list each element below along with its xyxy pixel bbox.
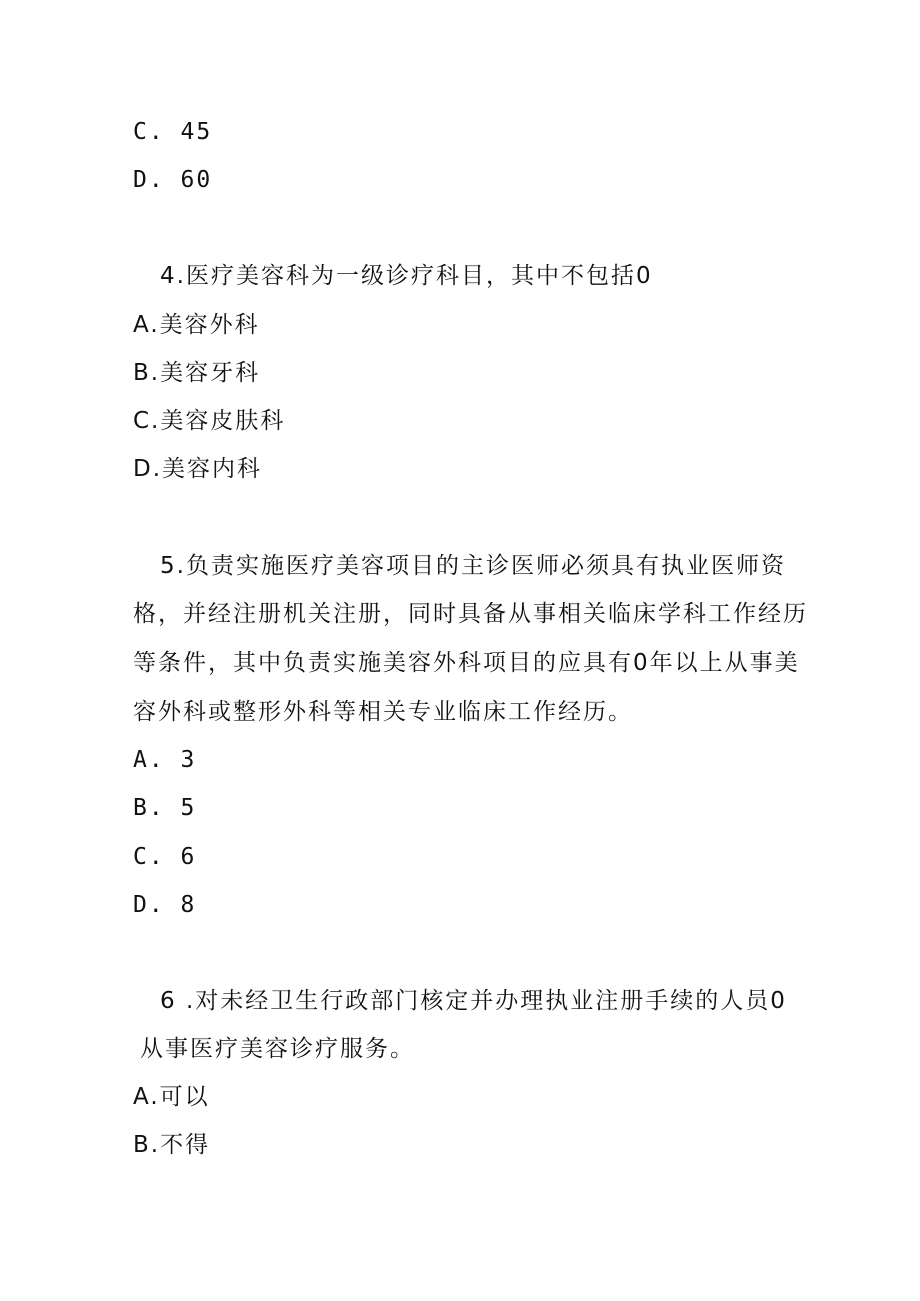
question-6-stem-line-2: 从事医疗美容诊疗服务。 [140,1036,415,1062]
question-4-option-d: D.美容内科 [133,456,263,482]
question-5-stem-line-3: 等条件，其中负责实施美容外科项目的应具有0年以上从事美 [133,650,800,676]
question-5-stem-line-2: 格，并经注册机关注册，同时具备从事相关临床学科工作经历 [133,601,808,627]
question-4-option-b: B.美容牙科 [133,360,261,386]
prev-option-c: C. 45 [133,119,213,145]
question-6-option-b: B.不得 [133,1132,211,1158]
question-6-stem-line-1: 6 .对未经卫生行政部门核定并办理执业注册手续的人员0 [160,988,787,1014]
question-5-option-d: D. 8 [133,892,197,918]
question-5-option-a: A. 3 [133,747,197,773]
question-5-stem-line-4: 容外科或整形外科等相关专业临床工作经历。 [133,699,633,725]
question-4-option-c: C.美容皮肤科 [133,408,286,434]
question-5-option-c: C. 6 [133,844,197,870]
question-4-stem: 4.医疗美容科为一级诊疗科目，其中不包括0 [160,263,653,289]
question-5-stem-line-1: 5.负责实施医疗美容项目的主诊医师必须具有执业医师资 [160,553,786,579]
question-6-option-a: A.可以 [133,1084,210,1110]
question-5-option-b: B. 5 [133,795,197,821]
prev-option-d: D. 60 [133,167,213,193]
question-4-option-a: A.美容外科 [133,312,260,338]
